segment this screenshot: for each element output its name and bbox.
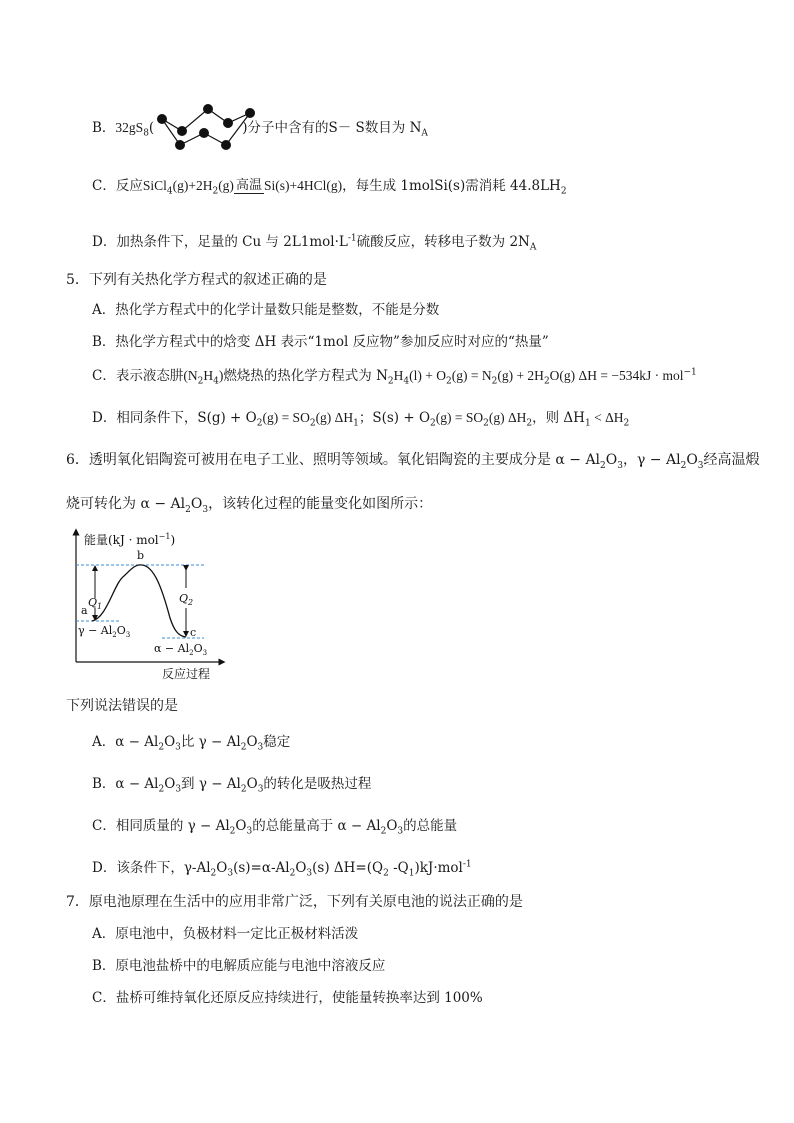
q6-option-a (92, 732, 290, 752)
formula: (l) + O (409, 368, 446, 383)
text: 6．透明氧化铝陶瓷可被用在电子工业、照明等领域。氧化铝陶瓷的主要成分是 α − Al (66, 452, 601, 468)
q5-option-d (92, 408, 629, 428)
q6-option-c (92, 816, 457, 836)
subscript: 1 (353, 418, 359, 429)
subscript: 3 (257, 784, 264, 795)
subscript: 3 (175, 784, 182, 795)
paren-close: ) (242, 120, 248, 136)
subscript: A (421, 128, 428, 139)
formula: (g) = SO (262, 410, 310, 425)
text: O (246, 776, 258, 792)
q6-prompt: 下列说法错误的是 (66, 698, 178, 714)
sulfur-atom (177, 126, 187, 136)
point-c-label: c (190, 626, 197, 639)
text: ，γ − Al (622, 452, 681, 468)
option-label: C． (92, 368, 116, 384)
subscript: 2 (229, 826, 236, 837)
subscript: 1 (584, 418, 591, 429)
alpha-label: $\alpha - Al_2O_3$ (154, 642, 208, 657)
subscript: 2 (185, 504, 191, 515)
q7-stem: 7．原电池原理在生活中的应用非常广泛，下列有关原电池的说法正确的是 (66, 894, 523, 910)
subscript: 2 (210, 868, 217, 879)
subscript: 3 (697, 460, 704, 471)
option-label: C． (92, 818, 116, 834)
text: (s) ΔH=(Q (312, 860, 384, 876)
s8-text: 分子中含有的S－ S数目为 N (247, 120, 422, 136)
text: O (164, 734, 176, 750)
subscript: 3 (175, 742, 181, 753)
option-label: B． (92, 120, 116, 136)
text: (s)=α-Al (233, 860, 290, 876)
formula: (g) + 2H (497, 368, 544, 383)
subscript: 2 (526, 418, 533, 429)
subscript: 2 (158, 742, 165, 753)
q6-stem-line1 (66, 450, 760, 470)
text: O (164, 776, 176, 792)
text: 硫酸反应，转移电子数为 2N (356, 234, 530, 250)
s8-bonds (162, 109, 250, 145)
sulfur-atom (175, 140, 185, 150)
text: )kJ·mol (414, 860, 463, 876)
subscript: 2 (623, 418, 630, 429)
sulfur-atom (245, 108, 255, 118)
text: 加热条件下，足量的 Cu 与 2L1mol·L (116, 234, 348, 250)
option-label: A． (92, 734, 116, 750)
condition-text: 高温 (235, 178, 262, 193)
subscript: 2 (600, 460, 606, 471)
superscript: −1 (683, 367, 697, 378)
subscript: 2 (543, 376, 550, 387)
subscript: A (529, 242, 537, 253)
subscript: 8 (143, 128, 149, 139)
q2-label: $Q_2$ (179, 592, 194, 607)
s8-molecule-diagram (152, 103, 262, 153)
text: O (216, 860, 228, 876)
text: O (235, 818, 247, 834)
subscript: 3 (306, 868, 313, 879)
subscript: 2 (380, 826, 387, 837)
text: 经高温煅 (703, 452, 760, 468)
point-b-label: b (137, 549, 145, 562)
subscript: 2 (560, 186, 567, 197)
text: 相同条件下，S(g) + O (116, 410, 257, 426)
text: ，每生成 1molSi(s)需消耗 44.8LH (342, 178, 561, 194)
subscript: 2 (309, 418, 316, 429)
subscript: 2 (446, 376, 452, 387)
text: 相同质量的 γ − Al (115, 818, 230, 834)
formula: (N (183, 368, 198, 383)
option-label: B． (92, 776, 116, 792)
text: α − Al (115, 734, 159, 750)
paren-open: ( (148, 120, 155, 136)
text: 的总能量高于 α − Al (252, 818, 381, 834)
q7-option-c: C．盐桥可维持氧化还原反应持续进行，使能量转换率达到 100% (92, 990, 483, 1006)
text: 反应 (115, 178, 143, 194)
q6-stem-line2 (66, 494, 432, 514)
formula: ) (218, 368, 224, 383)
q6-option-d (92, 858, 472, 878)
formula: < ΔH (590, 410, 624, 425)
q5-option-b: B．热化学方程式中的焓变 ΔH 表示“1mol 反应物”参加反应时对应的“热量” (92, 334, 549, 350)
q7-option-a: A．原电池中，负极材料一定比正极材料活泼 (92, 926, 359, 942)
energy-profile-diagram (62, 528, 232, 683)
option-label: C． (92, 178, 116, 194)
q7-option-b: B．原电池盐桥中的电解质应能与电池中溶液反应 (92, 958, 386, 974)
formula: O(g) ΔH = −534kJ · mol (549, 368, 684, 383)
subscript: 3 (202, 504, 209, 515)
text: 燃烧热的热化学方程式为 N (223, 368, 388, 384)
sulfur-atom (221, 140, 231, 150)
subscript: 2 (212, 186, 219, 197)
text: 该条件下，γ-Al (116, 860, 211, 876)
text: O (686, 452, 698, 468)
text: 的转化是吸热过程 (263, 776, 372, 792)
text: 表示液态肼 (115, 368, 184, 384)
subscript: 2 (387, 376, 394, 387)
q4-option-c (92, 176, 567, 196)
y-axis-label: 能量(kJ · mol$^{-1}$) (84, 532, 176, 547)
subscript: 4 (213, 376, 219, 387)
option-label: D． (92, 410, 117, 426)
formula: (g)+2H (172, 178, 213, 193)
subscript: 3 (617, 460, 623, 471)
subscript: 2 (240, 784, 247, 795)
formula: (g) = N (451, 368, 492, 383)
text: 烧可转化为 α − Al (66, 496, 186, 512)
formula: (g) ΔH (315, 410, 354, 425)
gamma-label: $\gamma - Al_2O_3$ (78, 624, 131, 639)
q4-option-d (92, 232, 536, 252)
subscript: 3 (227, 868, 234, 879)
text: ，该转化过程的能量变化如图所示： (208, 496, 433, 512)
subscript: 2 (430, 418, 436, 429)
text: ，则 ΔH (532, 410, 585, 426)
text: -Q (388, 860, 409, 876)
subscript: 3 (257, 742, 264, 753)
text: 稳定 (263, 734, 291, 750)
text: O (605, 452, 618, 468)
formula: (g) = SO (435, 410, 484, 425)
subscript: 4 (166, 186, 173, 197)
sulfur-atom (203, 104, 213, 114)
formula: (g) ΔH (488, 410, 527, 425)
x-axis-label: 反应过程 (162, 667, 211, 681)
q1-label: $Q_1$ (88, 596, 103, 611)
superscript: -1 (347, 233, 357, 244)
subscript: 4 (403, 376, 410, 387)
text: ；S(s) + O (358, 410, 431, 426)
superscript: -1 (462, 859, 472, 870)
subscript: 2 (383, 868, 389, 879)
q6-option-b (92, 774, 371, 794)
text: O (246, 734, 258, 750)
option-label: D． (92, 234, 117, 250)
subscript: 2 (289, 868, 296, 879)
mass-text: 32gS (115, 120, 144, 135)
subscript: 2 (483, 418, 489, 429)
text: 的总能量 (403, 818, 458, 834)
point-a-label: a (81, 604, 88, 617)
subscript: 2 (197, 376, 204, 387)
text: O (190, 496, 203, 512)
sulfur-atom (199, 128, 209, 138)
formula: SiCl (142, 178, 167, 193)
option-label: D． (92, 860, 117, 876)
s8-atoms (157, 104, 255, 150)
subscript: 2 (680, 460, 687, 471)
text: α − Al (115, 776, 159, 792)
q5-option-a: A．热化学方程式中的化学计量数只能是整数，不能是分数 (92, 302, 440, 318)
text: O (295, 860, 307, 876)
formula: (g) (218, 178, 234, 193)
text: 到 γ − Al (181, 776, 241, 792)
subscript: 2 (491, 376, 498, 387)
subscript: 3 (246, 826, 253, 837)
reaction-condition (234, 179, 264, 196)
formula: H (203, 368, 214, 383)
q5-stem: 5．下列有关热化学方程式的叙述正确的是 (66, 272, 327, 288)
subscript: 3 (397, 826, 404, 837)
sulfur-atom (223, 118, 233, 128)
text: 比 γ − Al (180, 734, 241, 750)
subscript: 2 (158, 784, 165, 795)
subscript: 2 (256, 418, 263, 429)
sulfur-atom (157, 114, 167, 124)
formula: H (393, 368, 404, 383)
subscript: 2 (240, 742, 247, 753)
q5-option-c (92, 366, 697, 386)
text: O (386, 818, 398, 834)
formula: Si(s)+4HCl(g) (263, 178, 343, 193)
subscript: 1 (408, 868, 415, 879)
